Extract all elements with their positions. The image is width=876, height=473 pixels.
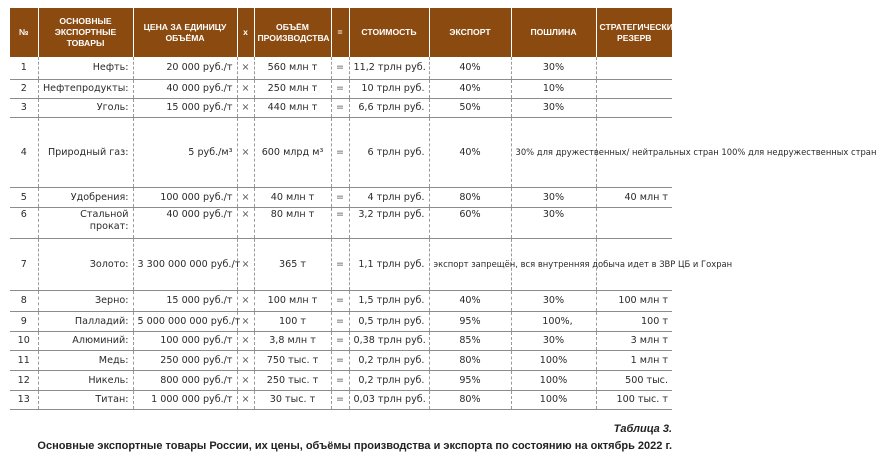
multiply-sign: × — [237, 117, 254, 187]
equals-sign: = — [331, 187, 349, 207]
multiply-sign: × — [237, 238, 254, 290]
unit-price: 800 000 руб./т — [133, 370, 237, 390]
production-volume: 365 т — [254, 238, 331, 290]
export-share: 40% — [429, 290, 511, 311]
equals-sign: = — [331, 57, 349, 79]
goods-name: Титан: — [38, 390, 133, 409]
header-strategic-reserve: СТРАТЕГИЧЕСКИЙ РЕЗЕРВ — [596, 8, 672, 57]
production-volume: 40 млн т — [254, 187, 331, 207]
goods-name: Зерно: — [38, 290, 133, 311]
unit-price: 20 000 руб./т — [133, 57, 237, 79]
multiply-sign: × — [237, 207, 254, 238]
header-equals: = — [331, 8, 349, 57]
multiply-sign: × — [237, 187, 254, 207]
export-share: 50% — [429, 98, 511, 117]
export-share: 80% — [429, 390, 511, 409]
export-duty: 30% для дружественных/ нейтральных стран 100% для недружественных стран — [511, 117, 596, 187]
goods-name: Нефтепродукты: — [38, 79, 133, 98]
unit-price: 3 300 000 000 руб./т — [133, 238, 237, 290]
table-row — [10, 350, 672, 370]
export-goods-table — [10, 8, 876, 410]
row-number: 9 — [10, 311, 38, 331]
total-value: 6,6 трлн руб. — [349, 98, 429, 117]
row-number: 1 — [10, 57, 38, 79]
total-value: 0,2 трлн руб. — [349, 370, 429, 390]
goods-name: Золото: — [38, 238, 133, 290]
header-value: СТОИМОСТЬ — [349, 8, 429, 57]
row-number: 7 — [10, 238, 38, 290]
row-number: 3 — [10, 98, 38, 117]
total-value: 1,5 трлн руб. — [349, 290, 429, 311]
production-volume: 750 тыс. т — [254, 350, 331, 370]
unit-price: 250 000 руб./т — [133, 350, 237, 370]
export-duty: 30% — [511, 187, 596, 207]
strategic-reserve — [596, 57, 672, 79]
production-volume: 100 т — [254, 311, 331, 331]
export-duty: 100% — [511, 370, 596, 390]
goods-name: Стальной прокат: — [38, 207, 133, 238]
equals-sign: = — [331, 98, 349, 117]
production-volume: 560 млн т — [254, 57, 331, 79]
row-number: 2 — [10, 79, 38, 98]
production-volume: 30 тыс. т — [254, 390, 331, 409]
export-share: 95% — [429, 311, 511, 331]
strategic-reserve — [596, 207, 672, 238]
row-number: 12 — [10, 370, 38, 390]
row-number: 8 — [10, 290, 38, 311]
unit-price: 100 000 руб./т — [133, 187, 237, 207]
export-duty: 30% — [511, 207, 596, 238]
strategic-reserve: 100 тыс. т — [596, 390, 672, 409]
unit-price: 1 000 000 руб./т — [133, 390, 237, 409]
unit-price: 40 000 руб./т — [133, 79, 237, 98]
unit-price: 40 000 руб./т — [133, 207, 237, 238]
equals-sign: = — [331, 390, 349, 409]
table-row — [10, 331, 672, 350]
row-number: 10 — [10, 331, 38, 350]
multiply-sign: × — [237, 370, 254, 390]
table-row — [10, 79, 672, 98]
total-value: 1,1 трлн руб. — [349, 238, 429, 290]
goods-name: Уголь: — [38, 98, 133, 117]
table-row — [10, 57, 672, 79]
export-duty: 10% — [511, 79, 596, 98]
export-duty: 100% — [511, 390, 596, 409]
equals-sign: = — [331, 370, 349, 390]
export-share: 60% — [429, 207, 511, 238]
header-goods: ОСНОВНЫЕ ЭКСПОРТНЫЕ ТОВАРЫ — [38, 8, 133, 57]
export-duty: 100%, — [511, 311, 596, 331]
export-share: 40% — [429, 117, 511, 187]
table-row — [10, 238, 672, 290]
goods-name: Удобрения: — [38, 187, 133, 207]
export-share: 40% — [429, 79, 511, 98]
header-multiply: x — [237, 8, 254, 57]
export-share: 40% — [429, 57, 511, 79]
production-volume: 250 млн т — [254, 79, 331, 98]
goods-name: Палладий: — [38, 311, 133, 331]
export-share: 80% — [429, 187, 511, 207]
strategic-reserve: 100 млн т — [596, 290, 672, 311]
export-duty: 30% — [511, 331, 596, 350]
equals-sign: = — [331, 117, 349, 187]
goods-name: Никель: — [38, 370, 133, 390]
multiply-sign: × — [237, 350, 254, 370]
row-number: 11 — [10, 350, 38, 370]
production-volume: 80 млн т — [254, 207, 331, 238]
export-duty: 30% — [511, 98, 596, 117]
export-share: 95% — [429, 370, 511, 390]
table-row — [10, 98, 672, 117]
strategic-reserve — [596, 79, 672, 98]
production-volume: 600 млрд м³ — [254, 117, 331, 187]
multiply-sign: × — [237, 311, 254, 331]
table-caption: Основные экспортные товары России, их цены, объёмы производства и экспорта по состоянию на октябрь 2022 г. — [37, 440, 672, 452]
strategic-reserve: 3 млн т — [596, 331, 672, 350]
table-row — [10, 117, 672, 187]
goods-name: Природный газ: — [38, 117, 133, 187]
strategic-reserve: 1 млн т — [596, 350, 672, 370]
header-duty: ПОШЛИНА — [511, 8, 596, 57]
export-duty: 100% — [511, 350, 596, 370]
equals-sign: = — [331, 238, 349, 290]
production-volume: 440 млн т — [254, 98, 331, 117]
goods-name: Нефть: — [38, 57, 133, 79]
table-number: Таблица 3. — [613, 423, 672, 435]
table-row — [10, 207, 672, 238]
total-value: 11,2 трлн руб. — [349, 57, 429, 79]
strategic-reserve: 500 тыс. — [596, 370, 672, 390]
equals-sign: = — [331, 311, 349, 331]
multiply-sign: × — [237, 98, 254, 117]
table-row — [10, 390, 672, 409]
unit-price: 15 000 руб./т — [133, 98, 237, 117]
multiply-sign: × — [237, 331, 254, 350]
unit-price: 5 руб./м³ — [133, 117, 237, 187]
total-value: 10 трлн руб. — [349, 79, 429, 98]
table-row — [10, 370, 672, 390]
export-share: 80% — [429, 350, 511, 370]
export-duty: 30% — [511, 290, 596, 311]
equals-sign: = — [331, 290, 349, 311]
multiply-sign: × — [237, 57, 254, 79]
export-share: 85% — [429, 331, 511, 350]
header-production-volume: ОБЪЁМ ПРОИЗВОДСТВА — [254, 8, 331, 57]
table-header-row — [10, 8, 672, 57]
equals-sign: = — [331, 207, 349, 238]
strategic-reserve — [596, 98, 672, 117]
production-volume: 250 тыс. т — [254, 370, 331, 390]
table-row — [10, 187, 672, 207]
goods-name: Алюминий: — [38, 331, 133, 350]
total-value: 0,5 трлн руб. — [349, 311, 429, 331]
total-value: 0,2 трлн руб. — [349, 350, 429, 370]
table-row — [10, 311, 672, 331]
production-volume: 100 млн т — [254, 290, 331, 311]
row-number: 4 — [10, 117, 38, 187]
production-volume: 3,8 млн т — [254, 331, 331, 350]
export-share: экспорт запрещён, вся внутренняя добыча идет в ЗВР ЦБ и Гохран — [429, 238, 511, 290]
strategic-reserve: 100 т — [596, 311, 672, 331]
header-unit-price: ЦЕНА ЗА ЕДИНИЦУ ОБЪЁМА — [133, 8, 237, 57]
goods-name: Медь: — [38, 350, 133, 370]
export-duty: 30% — [511, 57, 596, 79]
unit-price: 15 000 руб./т — [133, 290, 237, 311]
row-number: 6 — [10, 207, 38, 238]
header-number: № — [10, 8, 38, 57]
equals-sign: = — [331, 350, 349, 370]
multiply-sign: × — [237, 290, 254, 311]
row-number: 13 — [10, 390, 38, 409]
total-value: 0,03 трлн руб. — [349, 390, 429, 409]
total-value: 0,38 трлн руб. — [349, 331, 429, 350]
multiply-sign: × — [237, 79, 254, 98]
unit-price: 100 000 руб./т — [133, 331, 237, 350]
equals-sign: = — [331, 331, 349, 350]
strategic-reserve: 40 млн т — [596, 187, 672, 207]
row-number: 5 — [10, 187, 38, 207]
multiply-sign: × — [237, 390, 254, 409]
total-value: 4 трлн руб. — [349, 187, 429, 207]
equals-sign: = — [331, 79, 349, 98]
header-export: ЭКСПОРТ — [429, 8, 511, 57]
unit-price: 5 000 000 000 руб./т — [133, 311, 237, 331]
total-value: 3,2 трлн руб. — [349, 207, 429, 238]
table-row — [10, 290, 672, 311]
total-value: 6 трлн руб. — [349, 117, 429, 187]
